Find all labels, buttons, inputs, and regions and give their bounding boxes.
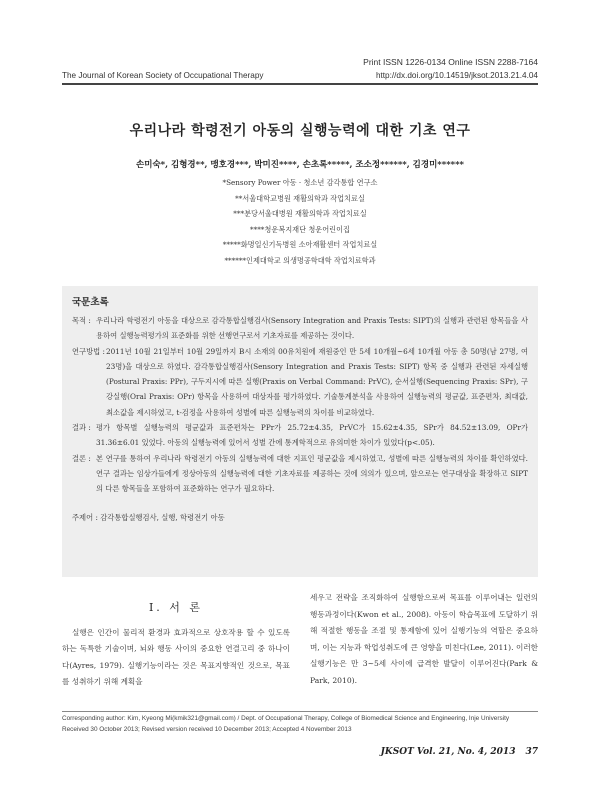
- journal-name: The Journal of Korean Society of Occupational Therapy: [62, 71, 264, 80]
- body-paragraph-left: 실행은 인간이 물리적 환경과 효과적으로 상호작용 할 수 있도록 하는 독특한 기술이며, 뇌와 행동 사이의 중요한 연결고리 중 하나이다(Ayres, 1979). 실행기능이라는 것은 목표지향적인 것으로, 목표를 성취하기 위해 계획을: [62, 627, 290, 686]
- abstract-result: [72, 420, 528, 451]
- body-column-right: [310, 590, 538, 689]
- abstract-method: [72, 344, 528, 420]
- section-title: Ⅰ. 서 론: [148, 601, 204, 614]
- abstract-purpose: [72, 313, 528, 344]
- corresponding-author: Corresponding author: Kim, Kyeong Mi(kmik321@gmail.com) / Dept. of Occupational Therapy, College of Biomedical Science and Engineering, Inje University: [62, 715, 510, 722]
- body-column-left: [62, 600, 290, 691]
- issn-line: Print ISSN 1226-0134 Online ISSN 2288-7164: [363, 57, 538, 67]
- result-label: 결과 :: [72, 423, 91, 433]
- purpose-label: 목적 :: [72, 316, 91, 325]
- article-title: 우리나라 학령전기 아동의 실행능력에 대한 기초 연구: [129, 123, 471, 139]
- result-text: 평가 항목별 실행능력의 평균값과 표준편차는 PPr가 25.72±4.35, PrVC가 15.62±4.35, SPr가 84.52±13.09, OPr가 31.36±6.01 있었다. 아동의 실행능력에 있어서 성별 간에 통계학적으로 유의미한 차이가 있었다(p<.05).: [96, 423, 528, 448]
- method-text: 2011년 10월 21일부터 10월 29일까지 B시 소재의 00유치원에 재원중인 만 5세 10개월~6세 10개월 아동 총 50명(남 27명, 여 23명)을 대상으로 하였다. 감각통합실행검사(Sensory Integration and Praxis Tests: SIPT) 항목 중 실행과 관련된 자세실행(Postural Praxis: PPr), 구두지시에 따른 실행(Praxis on Verbal Command: PrVC), 순서실행(Sequencing Praxis: SPr), 구강실행(Oral Praxis: OPr) 항목을 사용하여 대상자를 평가하였다. 기술통계분석을 사용하여 실행능력의 평균값, 표준편차, 최대값, 최소값을 제시하였고, t-검정을 사용하여 성별에 따른 실행능력의 차이를 비교하였다.: [106, 346, 528, 417]
- conclusion-text: 본 연구를 통하여 우리나라 학령전기 아동의 실행능력에 대한 지표인 평균값을 제시하였고, 성별에 따른 실행능력의 차이를 확인하였다. 연구 결과는 임상가들에게 정상아동의 실행능력에 대한 기초자료를 제공하는 것에 의의가 있으며, 앞으로는 연구대상을 확장하고 SIPT의 다른 항목들을 포함하여 표준화하는 연구가 필요하다.: [96, 453, 528, 494]
- footnote: [62, 713, 538, 735]
- abstract-box: [62, 286, 538, 577]
- conclusion-label: 결론 :: [72, 453, 91, 463]
- purpose-text: 우리나라 학령전기 아동을 대상으로 감각통합실행검사(Sensory Integration and Praxis Tests: SIPT)의 실행과 관련된 항목들을 사용하여 실행능력평가의 표준화를 위한 선행연구로서 기초자료를 제공하는 것이다.: [96, 316, 528, 341]
- doi-link[interactable]: http://dx.doi.org/10.14519/jksot.2013.21.4.04: [375, 71, 538, 80]
- abstract-heading: 국문초록: [72, 297, 109, 308]
- page-number: 37: [525, 747, 538, 757]
- journal-volume: [381, 747, 538, 757]
- footer-rule: [62, 711, 538, 712]
- author-list: 손미숙*, 김형경**, 맹호경***, 박미진****, 손초록*****, 조소정******, 김경미******: [136, 160, 464, 170]
- received-dates: Received 30 October 2013; Revised version received 10 December 2013; Accepted 4 November 2013: [62, 726, 352, 733]
- volume-text: JKSOT Vol. 21, No. 4, 2013: [380, 747, 516, 757]
- keywords: 주제어 : 감각통합실행검사, 실행, 학령전기 아동: [72, 512, 225, 522]
- header-rule: [62, 83, 538, 85]
- affiliation: ****청운복지재단 청운어린이집: [250, 224, 350, 234]
- affiliation: *Sensory Power 아동 · 청소년 감각통합 연구소: [222, 178, 378, 187]
- body-paragraph-right: 세우고 전략을 조직화하여 실행함으로써 목표를 이루어내는 일련의 행동과정이다(Kwon et al., 2008). 아동이 학습목표에 도달하기 위해 적절한 행동을 조절 및 통제함에 있어 실행기능의 역할은 중요하며, 이는 지능과 학업성취도에 큰 영향을 미친다(Lee, 2011). 이러한 실행기능은 만 3~5세 사이에 급격한 발달이 이루어진다(Park & Park, 2010).: [310, 593, 538, 685]
- method-label: 연구방법 :: [72, 346, 105, 356]
- affiliation: ***분당서울대병원 재활의학과 작업치료실: [233, 209, 367, 218]
- affiliation: *****화명일신기독병원 소아재활센터 작업치료실: [222, 240, 378, 249]
- abstract-conclusion: [72, 451, 528, 497]
- affiliation: ******인제대학교 의생명공학대학 작업치료학과: [224, 255, 376, 265]
- affiliation-list: [62, 175, 538, 268]
- affiliation: **서울대학교병원 재활의학과 작업치료실: [235, 193, 365, 203]
